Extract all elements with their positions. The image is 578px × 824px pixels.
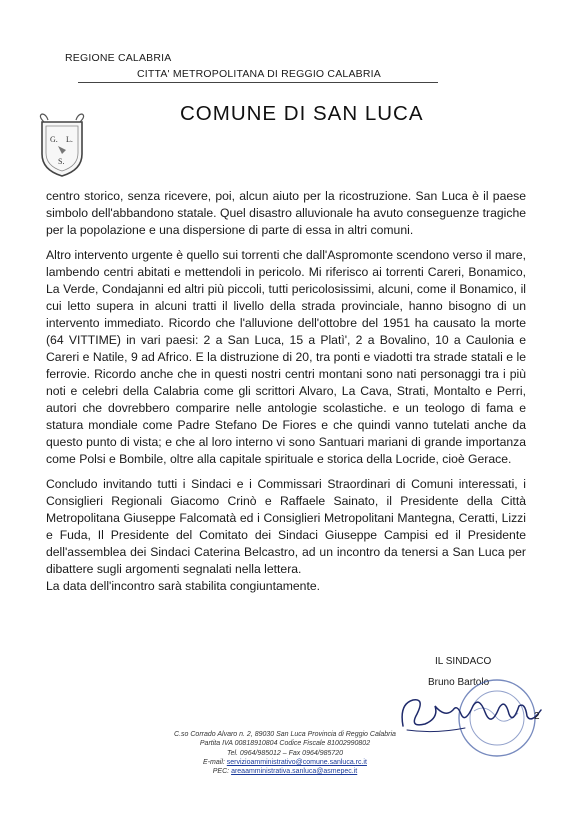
footer-phone: Tel. 0964/985012 – Fax 0964/985720 — [226, 749, 344, 757]
footer-tax-ids: Partita IVA 00818910804 Codice Fiscale 81002990802 — [199, 740, 371, 748]
header-metro: CITTA' METROPOLITANA DI REGGIO CALABRIA — [137, 68, 381, 80]
crest-letter-g: G. — [50, 135, 58, 144]
footer — [165, 730, 405, 776]
letter-body — [46, 188, 526, 595]
paragraph: centro storico, senza ricevere, poi, alcun aiuto per la ricostruzione. San Luca è il paese simbolo dell'abbandono statale. Quel disastro alluvionale ha avuto conseguenze tragiche per la popolazione e una dispersione di parte di essa in altri comuni. — [46, 189, 526, 237]
page-number: 2 — [534, 711, 540, 722]
footer-email-label: E-mail: — [203, 758, 225, 766]
coat-of-arms-icon — [36, 112, 88, 178]
page-title: COMUNE DI SAN LUCA — [180, 102, 424, 125]
footer-email-row — [165, 758, 405, 767]
signature-title: IL SINDACO — [435, 656, 492, 667]
paragraph: Concludo invitando tutti i Sindaci e i Commissari Straordinari di Comuni interessati, i Consiglieri Regionali Giacomo Crinò e Raffaele Sainato, il Presidente della Città Metropolitana Giuseppe Falcomatà ed i Consiglieri Metropolitani Mantegna, Ceratti, Lizzi e Fuda, Il Presidente del Comitato dei Sindaci Giuseppe Campisi ed il Presidente dell'assemblea dei Sindaci Caterina Belcastro, ad un incontro da tenersi a San Luca per dibattere sugli argomenti segnalati nella lettera. — [46, 477, 526, 576]
header-rule — [78, 82, 438, 83]
paragraph: Altro intervento urgente è quello sui torrenti che dall'Aspromonte scendono verso il mare, lambendo centri abitati e mettendoli in pericolo. Mi riferisco ai torrenti Careri, Bonamico, La Verde, Condajanni ed altri più piccoli, tutti pericolosissimi, alcuni, come il Bonamico, il cui letto supera in alcuni tratti il livello della strada provinciale, hanno bisogno di un intervento immediato. Ricordo che l'alluvione dell'ottobre del 1951 ha causato la morte (64 VITTIME) in vari paesi: 2 a San Luca, 15 a Platì', 2 a Bovalino, 10 a Caulonia e Careri e Natile, 9 ad Africo. E la distruzione di 20, tra ponti e viadotti tra strade statali e le ferrovie. Ricordo anche che in questi nostri centri montani sono nati personaggi tra i più noti e celebri della Calabria come gli scrittori Alvaro, La Cava, Strati, Montalto e Perri, autori che dovrebbero comparire nelle antologie scolastiche. e un teologo di fama e statura mondiale come Padre Stefano De Fiores e che quindi vanno tutelati anche da questo punto di vista; e che al loro interno vi sono Santuari mariani di grande importanza come Polsi e Bombile, oltre alla capitale spirituale e storica della Locride, cioè Gerace. — [46, 248, 526, 466]
paragraph: La data dell'incontro sarà stabilita congiuntamente. — [46, 579, 321, 593]
footer-address: C.so Corrado Alvaro n. 2, 89030 San Luca Provincia di Reggio Calabria — [174, 731, 396, 738]
handwritten-signature — [395, 684, 545, 739]
header-region: REGIONE CALABRIA — [65, 52, 172, 64]
signature-name: Bruno Bartolo — [428, 677, 490, 688]
pec-link[interactable]: areaamministrativa.sanluca@asmepec.it — [231, 768, 358, 776]
crest-letter-s: S. — [58, 157, 65, 166]
crest-letter-l: L. — [66, 135, 73, 144]
footer-pec-row — [165, 767, 405, 776]
footer-pec-label: PEC: — [212, 768, 230, 776]
email-link[interactable]: servizioamministrativo@comune.sanluca.rc.it — [226, 758, 367, 766]
